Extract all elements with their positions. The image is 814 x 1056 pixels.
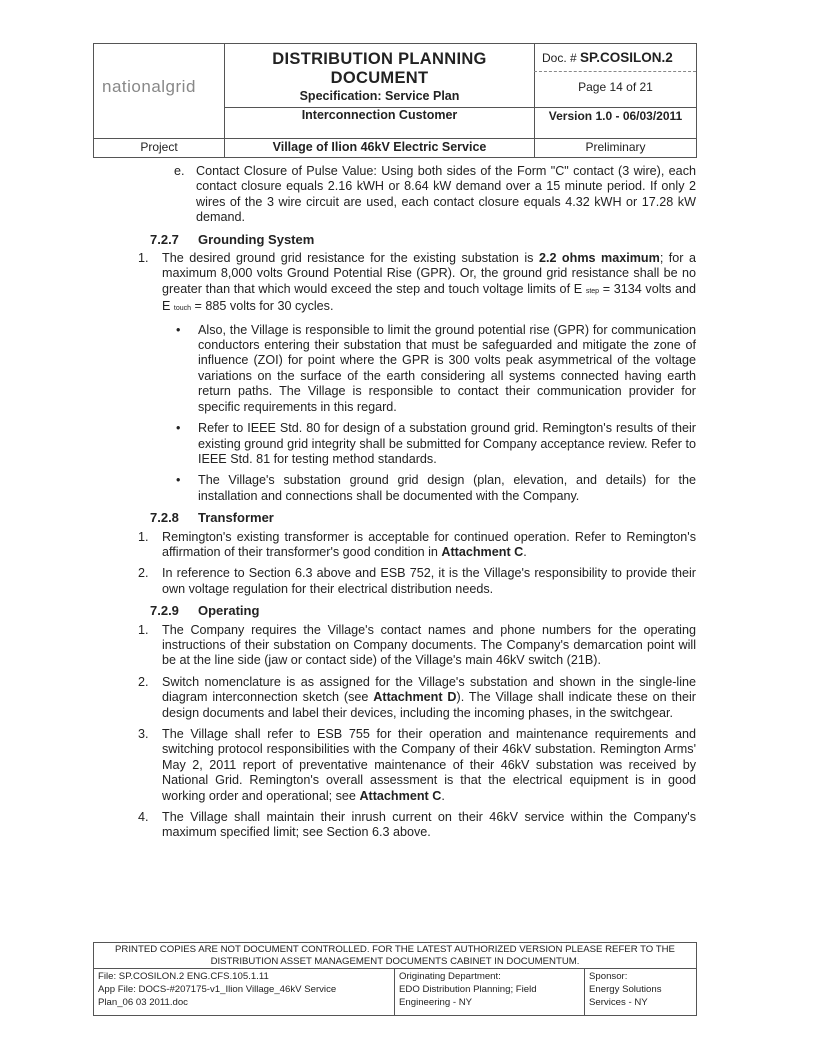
list-item-text: Contact Closure of Pulse Value: Using both sides of the Form "C" contact (3 wire), each contact closure equals 2.16 kWH or 8.64 kW demand over a 15 minute period. If only 2 wires of the 3 wire circuit are used, each contact closure equals 4.32 kWH or 17.28 kW demand. xyxy=(196,164,696,225)
project-title: Village of Ilion 46kV Electric Service xyxy=(272,140,487,154)
list-item: 2. In reference to Section 6.3 above and ESB 752, it is the Village's responsibility to provide their own voltage regulation for their electrical distribution needs. xyxy=(138,566,696,596)
document-version: Version 1.0 - 06/03/2011 xyxy=(548,109,683,123)
document-footer xyxy=(93,942,697,1016)
list-marker: 4. xyxy=(138,810,149,825)
bullet-marker: • xyxy=(176,473,181,488)
section-heading-grounding: 7.2.7 Grounding System xyxy=(150,231,315,247)
list-item: 4. The Village shall maintain their inrush current on their 46kV service within the Company's maximum specified limit; see Section 6.3 above. xyxy=(138,810,696,840)
section-heading-operating: 7.2.9 Operating xyxy=(150,603,260,619)
list-marker: 1. xyxy=(138,622,149,637)
bullet-marker: • xyxy=(176,421,181,436)
list-marker: 3. xyxy=(138,727,149,741)
document-title: DISTRIBUTION PLANNING DOCUMENT xyxy=(272,50,487,87)
list-item: 3. The Village shall refer to ESB 755 for their operation and maintenance requirements and switching protocol responsibilities with the Company of their 46kV substation. Remington Arms' May 2, 2011 report of preventative maintenance of their 46kV substation was received by National Grid. Remington's overall assessment is that the electrical equipment is in good working order and operational; see Attachment C. xyxy=(138,727,696,803)
list-marker: 1. xyxy=(138,529,149,544)
document-subtitle: Interconnection Customer xyxy=(301,108,458,122)
list-marker: 1. xyxy=(138,251,149,266)
list-item: 1. The desired ground grid resistance for the existing substation is 2.2 ohms maximum; for a maximum 8,000 volts Ground Potential Rise (GPR). Or, the ground grid resistance shall be no greater than that which would exceed the step and touch voltage limits of E step = 3134 volts and E touch = 885 volts for 30 cycles. xyxy=(138,251,696,314)
list-marker: 2. xyxy=(138,566,149,581)
list-marker: e. xyxy=(174,164,185,178)
list-item: 2. Switch nomenclature is as assigned for the Village's substation and shown in the single-line diagram interconnection sketch (see Attachment D). The Village shall indicate these on their design documents and label their devices, including the incoming phases, in the switchgear. xyxy=(138,674,696,720)
document-header xyxy=(93,43,697,158)
document-status: Preliminary xyxy=(585,140,646,154)
bullet-item: • Also, the Village is responsible to limit the ground potential rise (GPR) for communication conductors entering their substation that must be safeguarded and mitigate the zone of influence (ZOI) for point where the GPR is 300 volts peak asymmetrical of the voltage variations on the surface of the earth considering all systems connected having earth return paths. The Village is responsible to contact their communication provider for specific requirements in this regard. xyxy=(176,322,696,414)
document-body xyxy=(138,164,696,847)
divider xyxy=(94,138,696,139)
bullet-item: • The Village's substation ground grid design (plan, elevation, and details) for the installation and connections shall be documented with the Company. xyxy=(176,473,696,503)
project-label: Project xyxy=(140,140,178,154)
list-item: 1. The Company requires the Village's contact names and phone numbers for the operating instructions of their substation on Company documents. The Company's demarcation point will be at the line side (jaw or contact side) of the Village's main 46kV switch (21B). xyxy=(138,622,696,668)
list-item: 1. Remington's existing transformer is acceptable for continued operation. Refer to Remington's affirmation of their transformer's good condition in Attachment C. xyxy=(138,529,696,559)
file-info: File: SP.COSILON.2 ENG.CFS.105.1.11 App File: DOCS-#207175-v1_Ilion Village_46kV Service Plan_06 03 2011.doc xyxy=(98,971,337,1008)
control-notice: PRINTED COPIES ARE NOT DOCUMENT CONTROLLED. FOR THE LATEST AUTHORIZED VERSION PLEASE REFER TO THE DISTRIBUTION ASSET MANAGEMENT DOCUMENTS CABINET IN DOCUMENTUM. xyxy=(115,944,675,967)
originating-department: Originating Department: EDO Distribution Planning; Field Engineering - NY xyxy=(399,971,537,1008)
sponsor: Sponsor: Energy Solutions Services - NY xyxy=(589,971,662,1008)
bullet-marker: • xyxy=(176,322,181,337)
list-item xyxy=(174,164,696,226)
divider xyxy=(584,968,585,1015)
document-number: Doc. # SP.COSILON.2 xyxy=(542,50,673,65)
divider xyxy=(534,71,696,72)
company-logo: nationalgrid xyxy=(102,77,196,96)
document-spec: Specification: Service Plan xyxy=(299,89,460,103)
section-heading-transformer: 7.2.8 Transformer xyxy=(150,510,274,526)
bullet-item: • Refer to IEEE Std. 80 for design of a substation ground grid. Remington's results of their existing ground grid integrity shall be submitted for Company acceptance review. Refer to IEEE Std. 81 for testing method standards. xyxy=(176,421,696,466)
divider xyxy=(394,968,395,1015)
page-number: Page 14 of 21 xyxy=(578,80,653,94)
divider xyxy=(94,968,696,969)
list-marker: 2. xyxy=(138,674,149,689)
